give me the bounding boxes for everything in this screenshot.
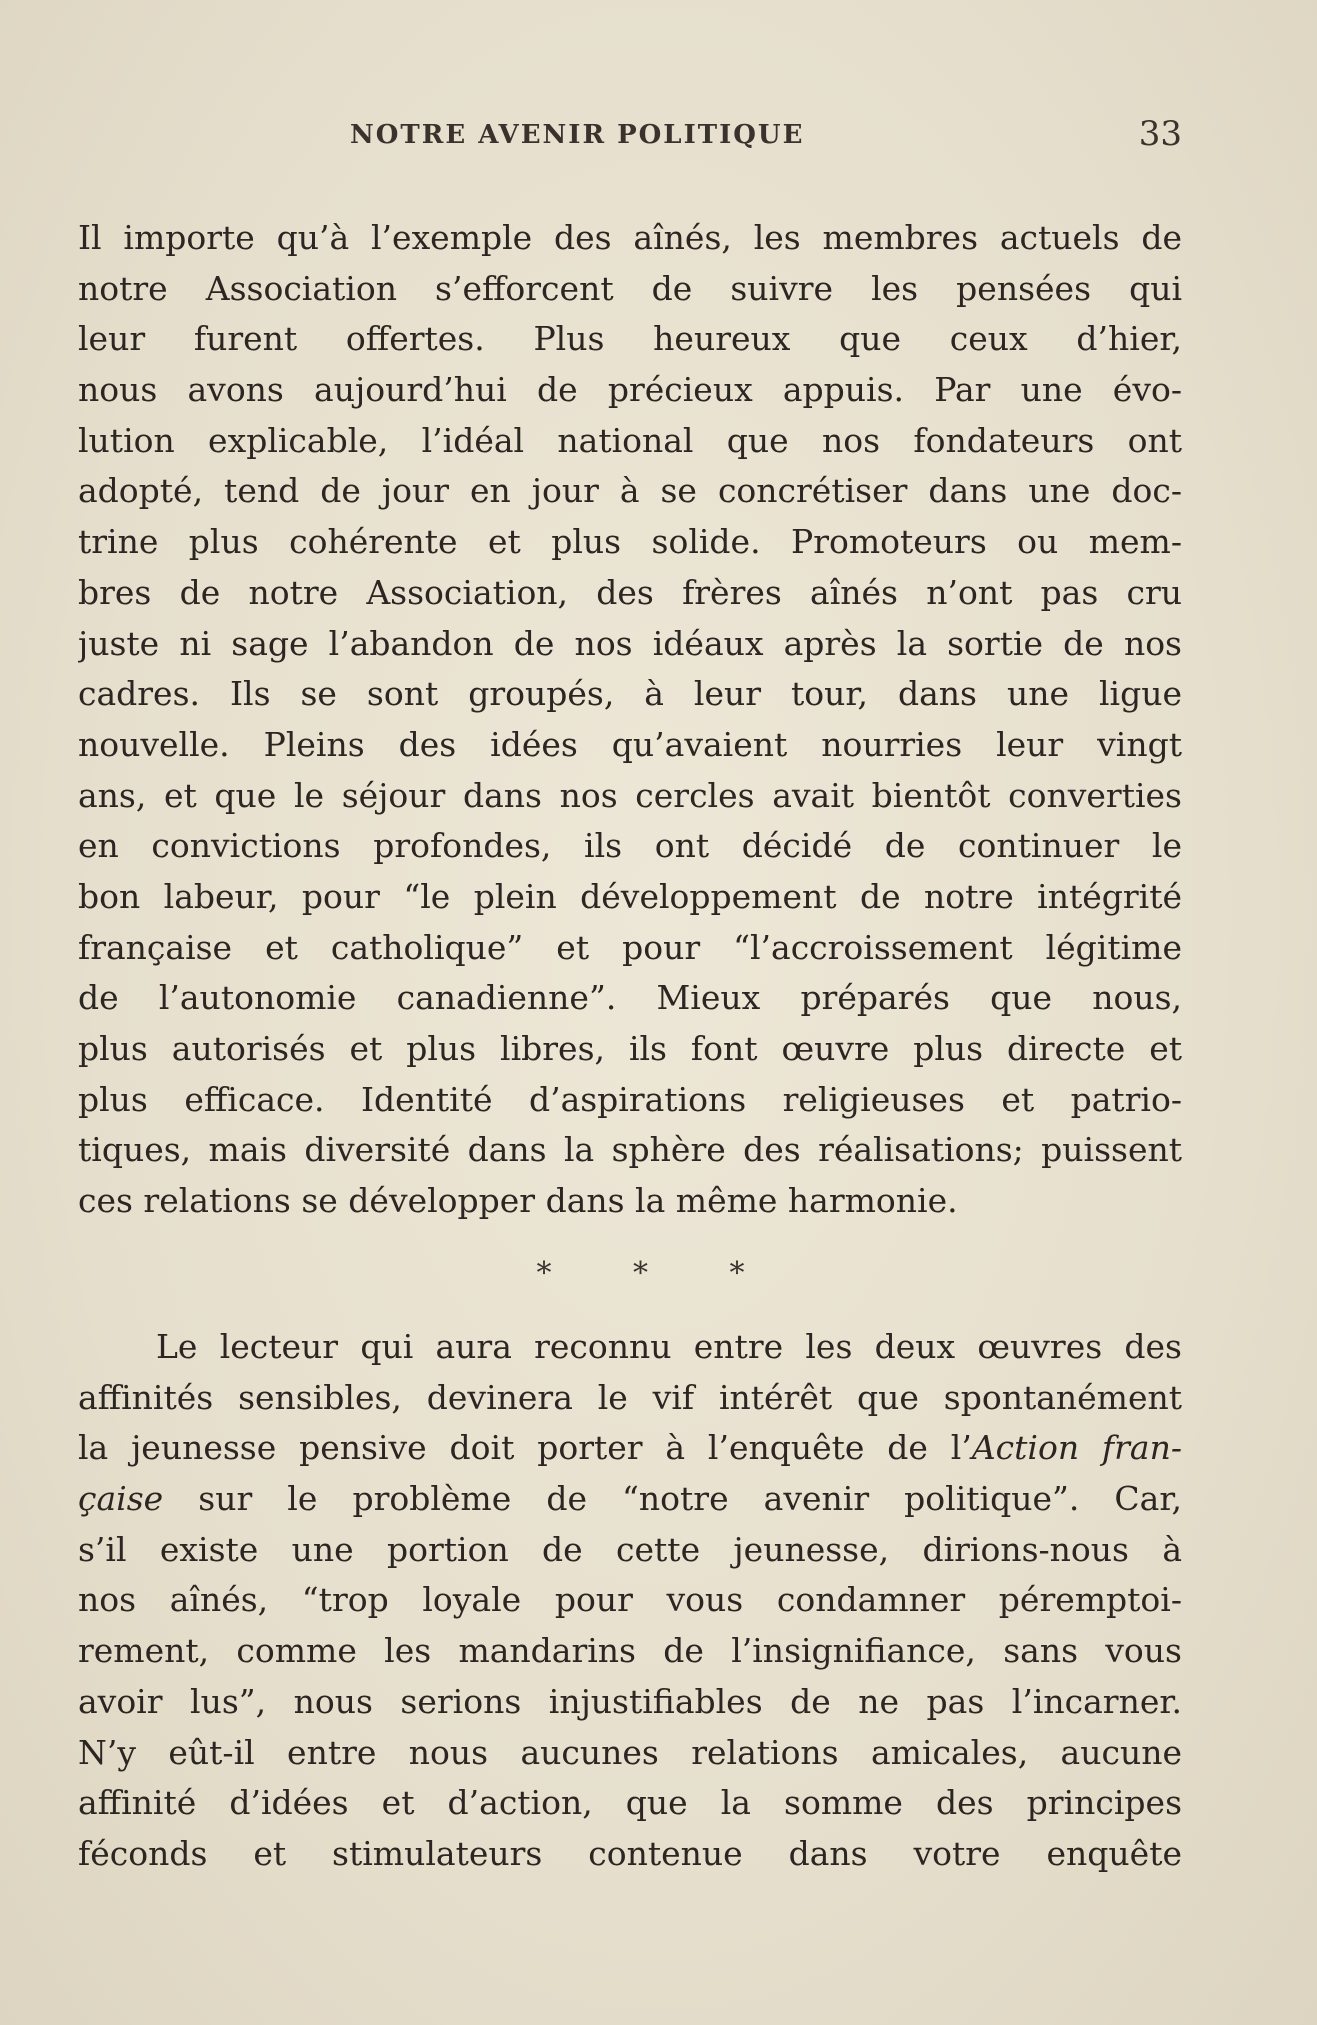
text-line: en convictions profondes, ils ont décidé de continuer le (78, 826, 1182, 866)
running-head (150, 114, 1182, 158)
text-line: nouvelle. Pleins des idées qu’avaient nourries leur vingt (78, 724, 1182, 764)
text-line: bon labeur, pour “le plein développement de notre intégrité (78, 876, 1182, 916)
page-number: 33 (1138, 114, 1182, 154)
text-line: adopté, tend de jour en jour à se concrétiser dans une doc- (78, 471, 1182, 511)
text-line: lution explicable, l’idéal national que nos fondateurs ont (78, 420, 1182, 460)
text-line: ces relations se développer dans la même harmonie. (78, 1181, 958, 1221)
text-line: plus autorisés et plus libres, ils font œuvre plus directe et (78, 1029, 1182, 1068)
text-span: sur le problème de “notre avenir politique”. Car, (163, 1479, 1182, 1519)
text-line: affinités sensibles, devinera le vif intérêt que spontanément (78, 1377, 1182, 1417)
text-line: plus efficace. Identité d’aspirations religieuses et patrio- (78, 1079, 1182, 1119)
paragraph-1 (78, 213, 1182, 1227)
text-line: cadres. Ils se sont groupés, à leur tour, dans une ligue (78, 674, 1182, 714)
text-line: ans, et que le séjour dans nos cercles avait bientôt converties (78, 775, 1182, 815)
italic-title: Action fran- (971, 1428, 1182, 1468)
text-line: rement, comme les mandarins de l’insignifiance, sans vous (78, 1631, 1182, 1671)
text-line: affinité d’idées et d’action, que la somme des principes (78, 1783, 1182, 1823)
text-line: de l’autonomie canadienne”. Mieux préparés que nous, (78, 978, 1182, 1018)
text-line: N’y eût-il entre nous aucunes relations amicales, aucune (78, 1732, 1182, 1772)
text-line: féconds et stimulateurs contenue dans votre enquête (78, 1833, 1182, 1873)
text-line: tiques, mais diversité dans la sphère des réalisations; puissent (78, 1130, 1182, 1170)
text-line: trine plus cohérente et plus solide. Promoteurs ou mem- (78, 522, 1182, 562)
italic-title: çaise (78, 1479, 164, 1519)
text-line (78, 1423, 1182, 1474)
text-line: notre Association s’efforcent de suivre les pensées qui (78, 268, 1182, 308)
text-line: leur furent offertes. Plus heureux que ceux d’hier, (78, 319, 1182, 359)
paragraph-2 (78, 1322, 1182, 1880)
text-line: Le lecteur qui aura reconnu entre les deux œuvres des (156, 1327, 1182, 1366)
text-line: juste ni sage l’abandon de nos idéaux après la sortie de nos (78, 623, 1182, 663)
text-line: s’il existe une portion de cette jeunesse, dirions-nous à (78, 1529, 1182, 1569)
text-span: la jeunesse pensive doit porter à l’enquête de l’ (78, 1428, 972, 1468)
running-title: NOTRE AVENIR POLITIQUE (350, 120, 805, 150)
text-line (78, 1474, 1182, 1525)
text-line: avoir lus”, nous serions injustifiables de ne pas l’incarner. (78, 1681, 1182, 1721)
text-line: Il importe qu’à l’exemple des aînés, les membres actuels de (78, 218, 1182, 257)
text-line: bres de notre Association, des frères aînés n’ont pas cru (78, 572, 1182, 612)
section-separator: * * * (536, 1256, 781, 1291)
text-line: nous avons aujourd’hui de précieux appuis. Par une évo- (78, 370, 1182, 410)
text-line: nos aînés, “trop loyale pour vous condamner péremptoi- (78, 1580, 1182, 1620)
text-line: française et catholique” et pour “l’accroissement légitime (78, 927, 1182, 967)
